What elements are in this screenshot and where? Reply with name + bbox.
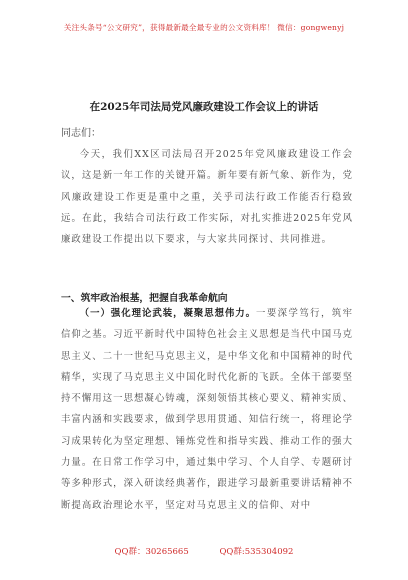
header-banner: 关注头条号“公文研究”，获得最新最全最专业的公文资料库！ 微信：gongwenyj <box>63 23 345 32</box>
intro-paragraph: 今天，我们XX区司法局召开2025年党风廉政建设工作会议，这是新一年工作的关键开篇。新年要有新气象、新作为，党风廉政建设工作更是重中之重，关乎司法行政工作能否行稳致远。在此，我结合司法行政工作实际，对扎实推进2025年党风廉政建设工作提出以下要求，与大家共同探讨、共同推进。 <box>61 149 353 246</box>
salutation: 同志们： <box>61 128 101 139</box>
footer <box>0 545 408 557</box>
subsection-body: 一要深学笃行，筑牢信仰之基。习近平新时代中国特色社会主义思想是当代中国马克思主义、二十一世纪马克思主义，是中华文化和中国精神的时代精华，实现了马克思主义中国化时代化新的飞跃。全体干部要坚持不懈用这一思想凝心铸魂，深刻领悟其核心要义、精神实质、丰富内涵和实践要求，做到学思用贯通、知信行统一，将理论学习成果转化为坚定理想、锤炼党性和指导实践、推动工作的强大力量。在日常工作学习中，通过集中学习、个人自学、专题研讨等多种形式，深入研读经典著作，跟进学习最新重要讲话精神不断提高政治理论水平，坚定对马克思主义的信仰、对中 <box>61 308 354 511</box>
section-heading: 一、筑牢政治根基，把握自我革命航向 <box>61 293 228 304</box>
subsection-heading: （一）强化理论武装，凝聚思想伟力。 <box>79 308 257 319</box>
footer-qq-group-1: QQ群：30265665 <box>114 547 189 557</box>
body-paragraph <box>61 303 353 516</box>
footer-qq-group-2: QQ群:535304092 <box>219 547 294 557</box>
document-title: 在2025年司法局党风廉政建设工作会议上的讲话 <box>89 101 319 113</box>
